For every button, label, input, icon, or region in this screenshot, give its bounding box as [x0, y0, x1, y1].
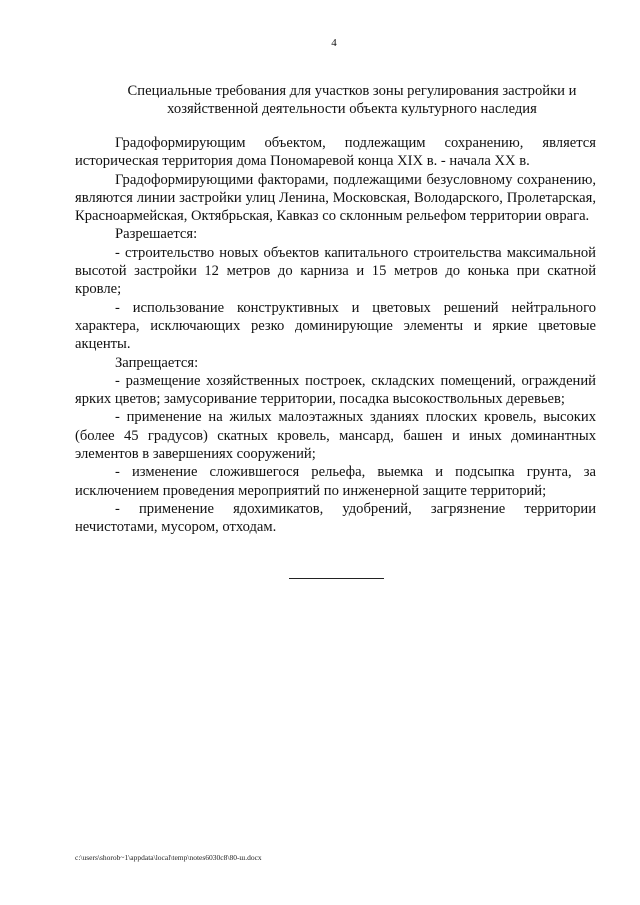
paragraph-object: Градоформирующим объектом, подлежащим сохранению, является историческая территория дома Пономаревой конца XIX в. - начала XX в.	[75, 135, 596, 170]
heading-line-1: Специальные требования для участков зоны регулирования застройки и	[127, 83, 577, 99]
heading-line-2: хозяйственной деятельности объекта культурного наследия	[167, 101, 537, 117]
paragraph-prohibited-item-3: - изменение сложившегося рельефа, выемка и подсыпка грунта, за исключением проведения мероприятий по инженерной защите территорий;	[75, 464, 596, 499]
paragraph-prohibited-item-4: - применение ядохимикатов, удобрений, загрязнение территории нечистотами, мусором, отходам.	[75, 500, 596, 536]
paragraph-prohibited-item-2: - применение на жилых малоэтажных зданиях плоских кровель, высоких (более 45 градусов) скатных кровель, мансард, башен и иных доминантных элементов в завершениях сооружений;	[75, 409, 596, 463]
paragraph-allowed-heading: Разрешается:	[115, 226, 198, 243]
paragraph-prohibited-item-1: - размещение хозяйственных построек, складских помещений, ограждений ярких цветов; замусоривание территории, посадка высокоствольных деревьев;	[75, 372, 596, 408]
paragraph-factors: Градоформирующими факторами, подлежащими безусловному сохранению, являются линии застройки улиц Ленина, Московская, Володарского, Пролетарская, Красноармейская, Октябрьская, Кавказ со склонным рельефом территории оврага.	[75, 171, 596, 225]
footer-file-path: c:\users\shorob~1\appdata\local\temp\notes6030c8\80-ш.docx	[75, 853, 262, 862]
page-number: 4	[331, 37, 337, 49]
section-heading	[92, 82, 612, 118]
paragraph-prohibited-heading: Запрещается:	[115, 354, 199, 371]
paragraph-allowed-item-1: - строительство новых объектов капитального строительства максимальной высотой застройки 12 метров до карниза и 15 метров до конька при скатной кровле;	[75, 244, 596, 298]
document-body	[75, 134, 596, 537]
end-separator-line	[289, 578, 384, 579]
paragraph-allowed-item-2: - использование конструктивных и цветовых решений нейтрального характера, исключающих резко доминирующие элементы и яркие цветовые акценты.	[75, 299, 596, 353]
